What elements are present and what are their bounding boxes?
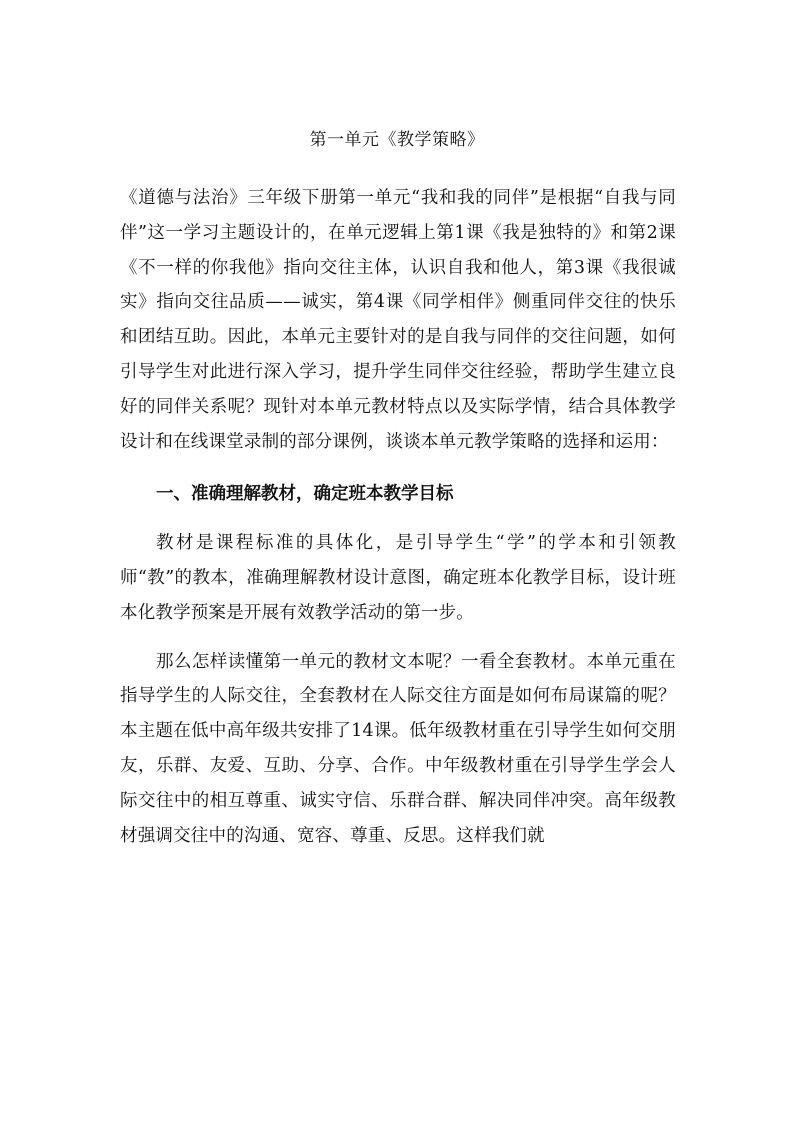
section-paragraph-2: 那么怎样读懂第一单元的教材文本呢？一看全套教材。本单元重在指导学生的人际交往，全套教材在人际交往方面是如何布局谋篇的呢？本主题在低中高年级共安排了14课。低年级教材重在引导学生如何交朋友，乐群、友爱、互助、分享、合作。中年级教材重在引导学生学会人际交往中的相互尊重、诚实守信、乐群合群、解决同伴冲突。高年级教材强调交往中的沟通、宽容、尊重、反思。这样我们就 (120, 651, 676, 846)
page-title: 第一单元《教学策略》 (309, 130, 485, 150)
document-body (120, 181, 676, 853)
section-paragraph-1: 教材是课程标准的具体化，是引导学生“学”的学本和引领教师“教”的教本，准确理解教材设计意图，确定班本化教学目标，设计班本化教学预案是开展有效教学活动的第一步。 (120, 533, 676, 623)
section-heading: 一、准确理解教材，确定班本教学目标 (156, 484, 454, 505)
paragraph-spacer (120, 631, 676, 645)
intro-paragraph: 《道德与法治》三年级下册第一单元“我和我的同伴”是根据“自我与同伴”这一学习主题设计的，在单元逻辑上第1课《我是独特的》和第2课《不一样的你我他》指向交往主体，认识自我和他人，第3课《我很诚实》指向交往品质——诚实，第4课《同学相伴》侧重同伴交往的快乐和团结互助。因此，本单元主要针对的是自我与同伴的交往问题，如何引导学生对此进行深入学习，提升学生同伴交往经验，帮助学生建立良好的同伴关系呢？现针对本单元教材特点以及实际学情，结合具体教学设计和在线课堂录制的部分课例，谈谈本单元教学策略的选择和运用： (120, 188, 676, 452)
